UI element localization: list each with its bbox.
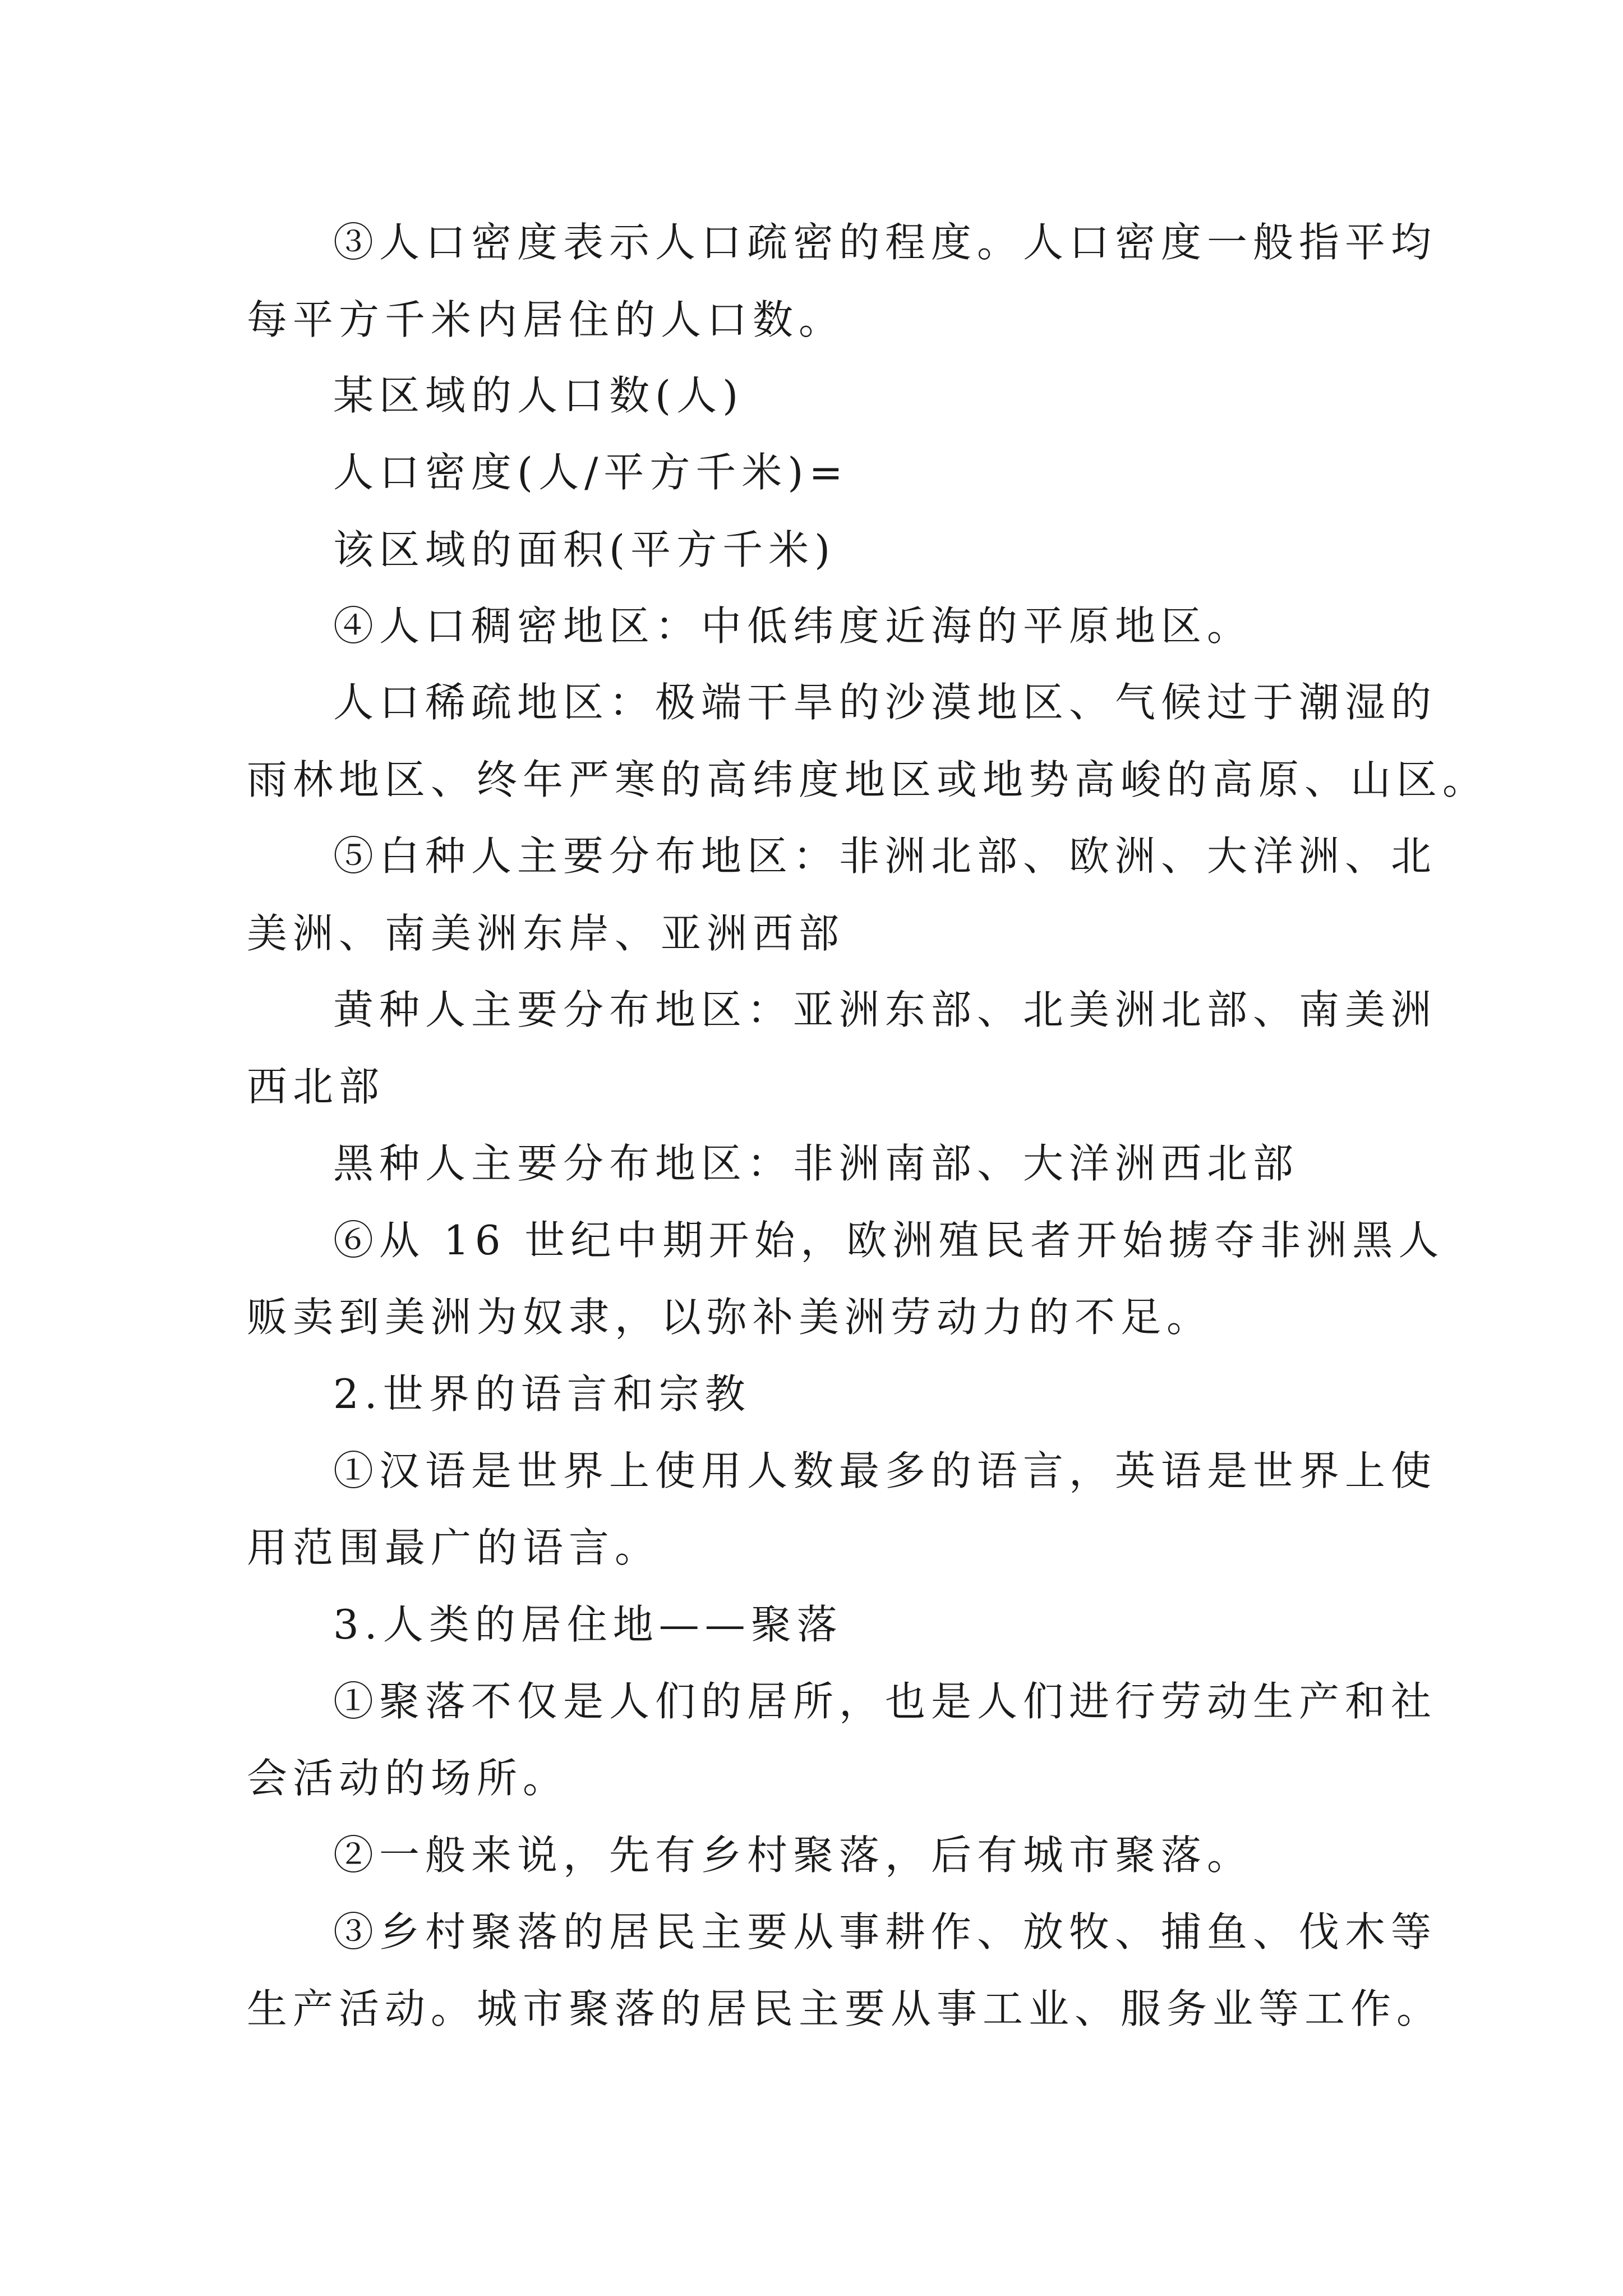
formula-numerator: 某区域的人口数(人) <box>333 372 744 419</box>
formula-label: 人口密度(人/平方千米)= <box>333 449 849 496</box>
text-line-yellow-race-cont: 西北部 <box>247 1063 385 1110</box>
text-line-settlement-order: ②一般来说，先有乡村聚落，后有城市聚落。 <box>333 1832 1253 1879</box>
text-line-yellow-race: 黄种人主要分布地区：亚洲东部、北美洲北部、南美洲 <box>333 986 1437 1033</box>
text-line-population-density-definition-cont: 每平方千米内居住的人口数。 <box>247 296 845 343</box>
section-heading-languages-religions: 2.世界的语言和宗教 <box>333 1370 751 1418</box>
text-line-sparse-areas: 人口稀疏地区：极端干旱的沙漠地区、气候过于潮湿的 <box>333 679 1437 726</box>
text-line-sparse-areas-cont: 雨林地区、终年严寒的高纬度地区或地势高峻的高原、山区。 <box>247 756 1489 803</box>
text-line-slave-trade-cont: 贩卖到美洲为奴隶，以弥补美洲劳动力的不足。 <box>247 1294 1213 1341</box>
text-line-population-density-definition: ③人口密度表示人口疏密的程度。人口密度一般指平均 <box>333 219 1437 266</box>
text-line-settlement-definition-cont: 会活动的场所。 <box>247 1755 569 1802</box>
text-line-rural-urban-cont: 生产活动。城市聚落的居民主要从事工业、服务业等工作。 <box>247 1985 1443 2032</box>
text-line-languages-cont: 用范围最广的语言。 <box>247 1524 661 1571</box>
formula-denominator: 该区域的面积(平方千米) <box>333 526 836 573</box>
section-heading-settlements: 3.人类的居住地——聚落 <box>333 1601 843 1648</box>
text-line-white-race-cont: 美洲、南美洲东岸、亚洲西部 <box>247 910 845 957</box>
text-line-slave-trade: ⑥从 16 世纪中期开始，欧洲殖民者开始掳夺非洲黑人 <box>333 1217 1445 1264</box>
text-line-rural-urban: ③乡村聚落的居民主要从事耕作、放牧、捕鱼、伐木等 <box>333 1908 1437 1955</box>
text-line-settlement-definition: ①聚落不仅是人们的居所，也是人们进行劳动生产和社 <box>333 1678 1437 1725</box>
text-line-white-race: ⑤白种人主要分布地区：非洲北部、欧洲、大洋洲、北 <box>333 832 1437 880</box>
text-line-black-race: 黑种人主要分布地区：非洲南部、大洋洲西北部 <box>333 1140 1299 1187</box>
text-line-dense-areas: ④人口稠密地区：中低纬度近海的平原地区。 <box>333 602 1253 650</box>
text-line-languages: ①汉语是世界上使用人数最多的语言，英语是世界上使 <box>333 1447 1437 1494</box>
